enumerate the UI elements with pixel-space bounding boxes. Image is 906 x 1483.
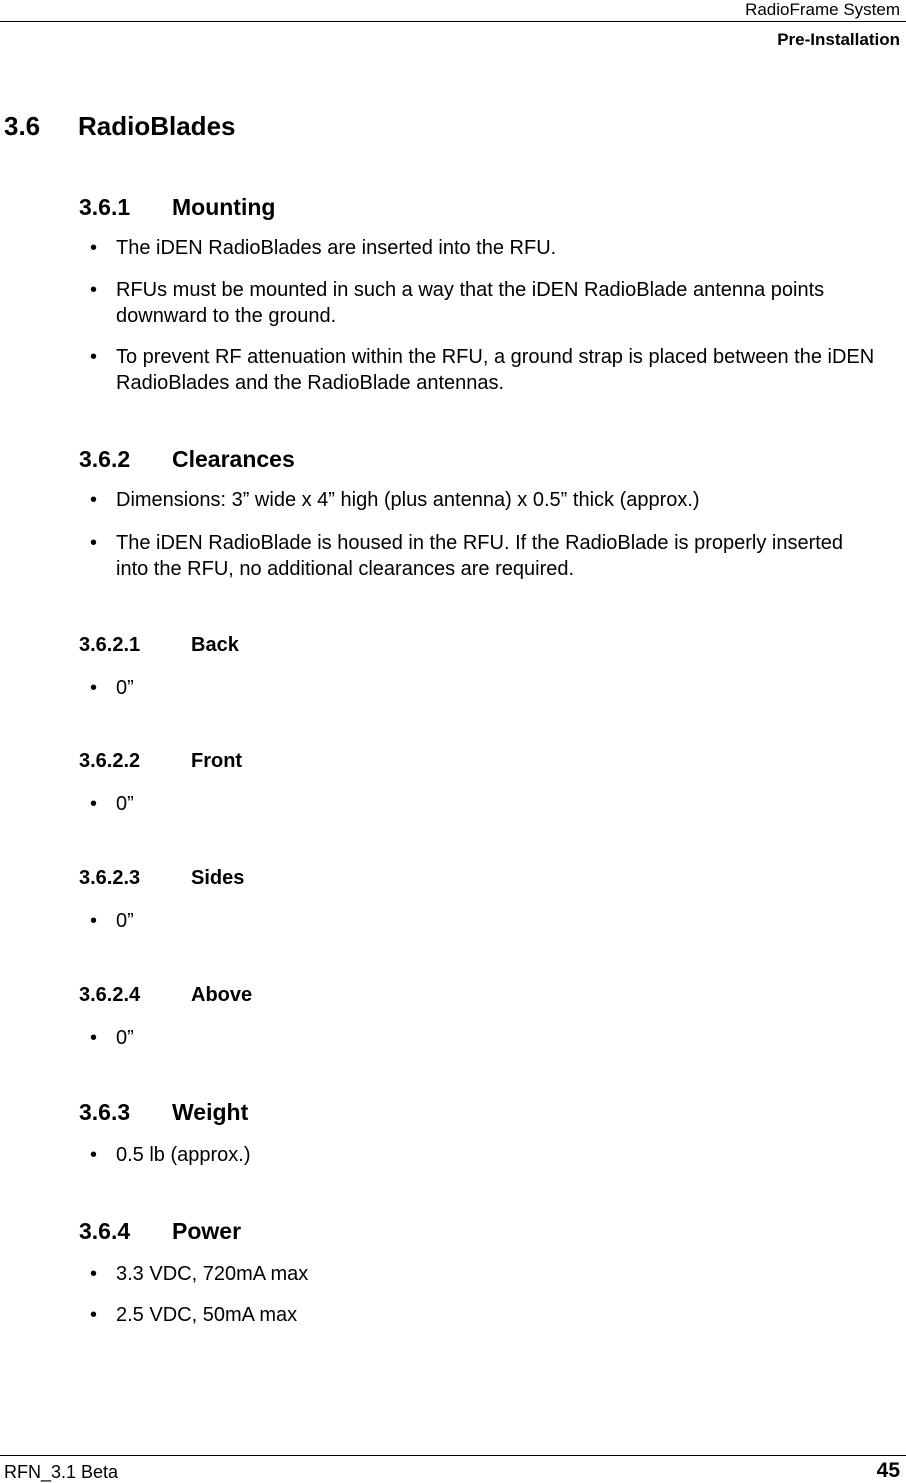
- clearances-bullet-1: Dimensions: 3” wide x 4” high (plus antenna) x 0.5” thick (approx.): [116, 489, 700, 511]
- section-number: 3.6: [4, 111, 41, 141]
- front-number: 3.6.2.2: [79, 750, 141, 772]
- sides-title: Sides: [191, 867, 245, 889]
- clearances-title: Clearances: [172, 446, 295, 472]
- power-value-1: 3.3 VDC, 720mA max: [116, 1263, 309, 1285]
- header-rule: [0, 21, 906, 22]
- clearances-heading: [79, 446, 295, 473]
- back-number: 3.6.2.1: [79, 634, 141, 656]
- above-heading: [79, 984, 252, 1007]
- sides-value: 0”: [116, 910, 134, 932]
- above-number: 3.6.2.4: [79, 984, 141, 1006]
- page-number: 45: [876, 1459, 900, 1482]
- section-title: RadioBlades: [78, 111, 236, 141]
- front-title: Front: [191, 750, 243, 772]
- mounting-title: Mounting: [172, 194, 276, 220]
- front-heading: [79, 750, 242, 773]
- bullet-icon: •: [90, 677, 98, 699]
- bullet-icon: •: [90, 346, 98, 368]
- bullet-icon: •: [90, 793, 98, 815]
- clearances-bullet-2: The iDEN RadioBlade is housed in the RFU. If the RadioBlade is properly inserted into the RFU, no additional clearances are required.: [116, 532, 844, 580]
- bullet-icon: •: [90, 489, 98, 511]
- back-title: Back: [191, 634, 239, 656]
- running-header-title: RadioFrame System: [745, 0, 900, 19]
- mounting-heading: [79, 194, 275, 221]
- weight-title: Weight: [172, 1099, 249, 1125]
- power-number: 3.6.4: [79, 1218, 131, 1244]
- above-title: Above: [191, 984, 253, 1006]
- bullet-icon: •: [90, 910, 98, 932]
- section-heading: [4, 111, 236, 142]
- power-title: Power: [172, 1218, 242, 1244]
- bullet-icon: •: [90, 1304, 98, 1326]
- sides-heading: [79, 867, 244, 890]
- clearances-number: 3.6.2: [79, 446, 131, 472]
- back-value: 0”: [116, 677, 134, 699]
- mounting-bullet-1: The iDEN RadioBlades are inserted into the RFU.: [116, 237, 557, 259]
- sides-number: 3.6.2.3: [79, 867, 141, 889]
- bullet-icon: •: [90, 1027, 98, 1049]
- footer-doc-id: RFN_3.1 Beta: [4, 1462, 119, 1482]
- mounting-bullet-2: RFUs must be mounted in such a way that the iDEN RadioBlade antenna points downward to the ground.: [116, 279, 825, 327]
- power-heading: [79, 1218, 241, 1245]
- weight-number: 3.6.3: [79, 1099, 131, 1125]
- mounting-bullet-3: To prevent RF attenuation within the RFU, a ground strap is placed between the iDEN RadioBlades and the RadioBlade antennas.: [116, 346, 875, 394]
- footer-rule: [0, 1455, 906, 1456]
- bullet-icon: •: [90, 1263, 98, 1285]
- bullet-icon: •: [90, 279, 98, 301]
- bullet-icon: •: [90, 1144, 98, 1166]
- bullet-icon: •: [90, 532, 98, 554]
- power-value-2: 2.5 VDC, 50mA max: [116, 1304, 298, 1326]
- back-heading: [79, 634, 239, 657]
- front-value: 0”: [116, 793, 134, 815]
- weight-heading: [79, 1099, 248, 1126]
- running-header-subtitle: Pre-Installation: [777, 30, 900, 49]
- weight-value: 0.5 lb (approx.): [116, 1144, 251, 1166]
- above-value: 0”: [116, 1027, 134, 1049]
- bullet-icon: •: [90, 237, 98, 259]
- mounting-number: 3.6.1: [79, 194, 131, 220]
